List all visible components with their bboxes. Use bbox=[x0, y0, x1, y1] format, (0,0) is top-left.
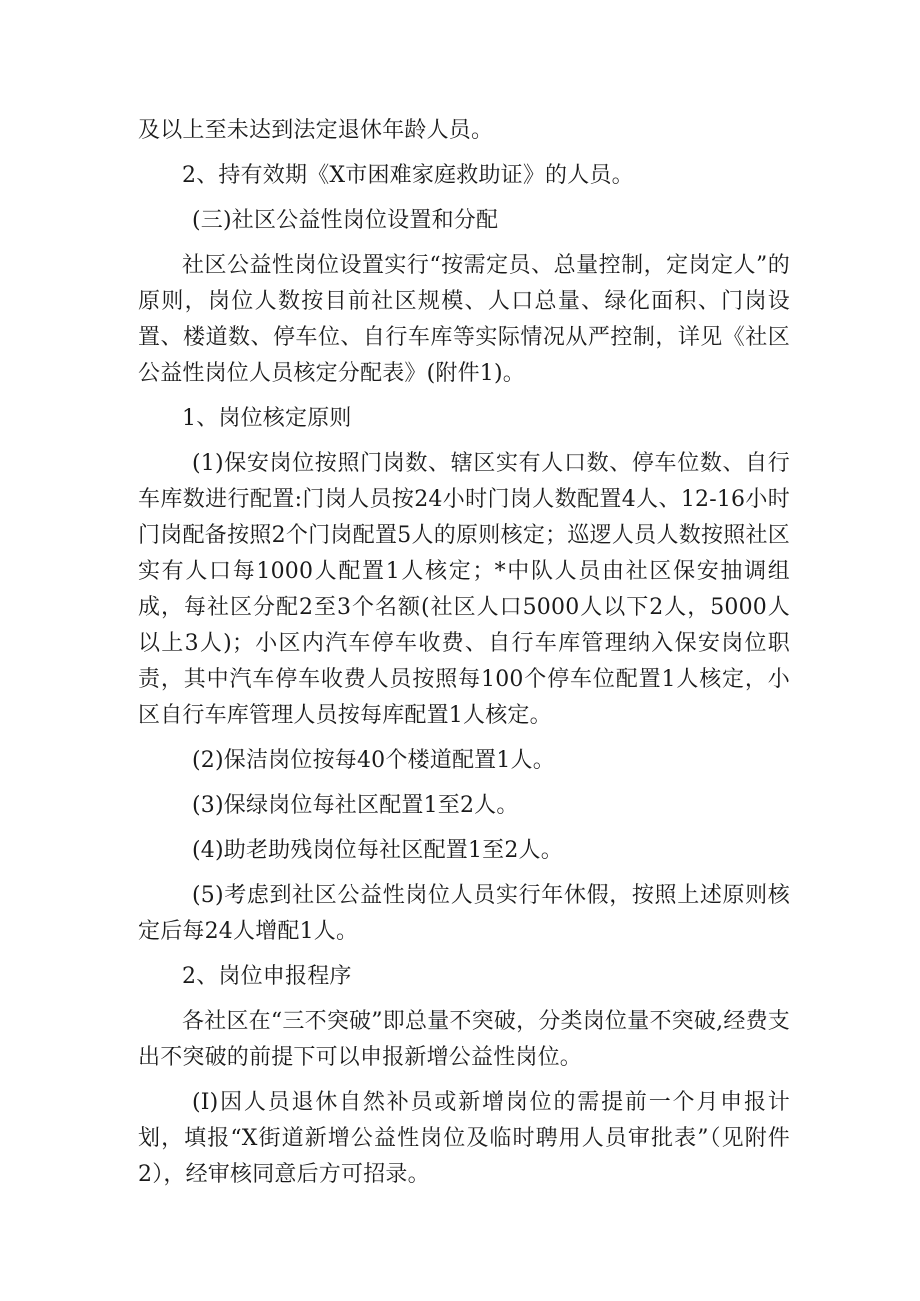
subheading-application-procedure: 2、岗位申报程序 bbox=[182, 964, 352, 989]
paragraph-three-no-breakthrough: 各社区在“三不突破”即总量不突破，分类岗位量不突破,经费支出不突破的前提下可以申报新增公益性岗位。 bbox=[138, 1009, 790, 1070]
item-greening-posts: (3)保绿岗位每社区配置1至2人。 bbox=[192, 793, 519, 818]
paragraph-4: 社区公益性岗位设置实行“按需定员、总量控制，定岗定人”的原则，岗位人数按目前社区规模、人口总量、绿化面积、门岗设置、楼道数、停车位、自行车库等实际情况从严控制，详见《社区公益性岗位人员核定分配表》(附件1)。 bbox=[138, 253, 790, 386]
item-annual-leave: (5)考虑到社区公益性岗位人员实行年休假，按照上述原则核定后每24人增配1人。 bbox=[138, 883, 790, 944]
document-body bbox=[138, 113, 790, 1202]
item-cleaning-posts: (2)保洁岗位按每40个楼道配置1人。 bbox=[192, 748, 555, 773]
item-application-plan: (I)因人员退休自然补员或新增岗位的需提前一个月申报计划，填报“X街道新增公益性岗位及临时聘用人员审批表”（见附件2），经审核同意后方可招录。 bbox=[138, 1090, 790, 1187]
item-security-posts: (1)保安岗位按照门岗数、辖区实有人口数、停车位数、自行车库数进行配置:门岗人员按24小时门岗人数配置4人、12-16小时门岗配备按照2个门岗配置5人的原则核定；巡逻人员人数按照社区实有人口每1000人配置1人核定；*中队人员由社区保安抽调组成，每社区分配2至3个名额(社区人口5000人以下2人，5000人以上3人)；小区内汽车停车收费、自行车库管理纳入保安岗位职责，其中汽车停车收费人员按照每100个停车位配置1人核定，小区自行车库管理人员按每库配置1人核定。 bbox=[138, 451, 790, 728]
paragraph-2: 2、持有效期《X市困难家庭救助证》的人员。 bbox=[182, 163, 634, 188]
subheading-post-principles: 1、岗位核定原则 bbox=[182, 406, 352, 431]
item-elderly-disabled-posts: (4)助老助残岗位每社区配置1至2人。 bbox=[192, 838, 563, 863]
section-heading-3: (三)社区公益性岗位设置和分配 bbox=[192, 208, 499, 233]
paragraph-1: 及以上至未达到法定退休年龄人员。 bbox=[138, 118, 494, 143]
